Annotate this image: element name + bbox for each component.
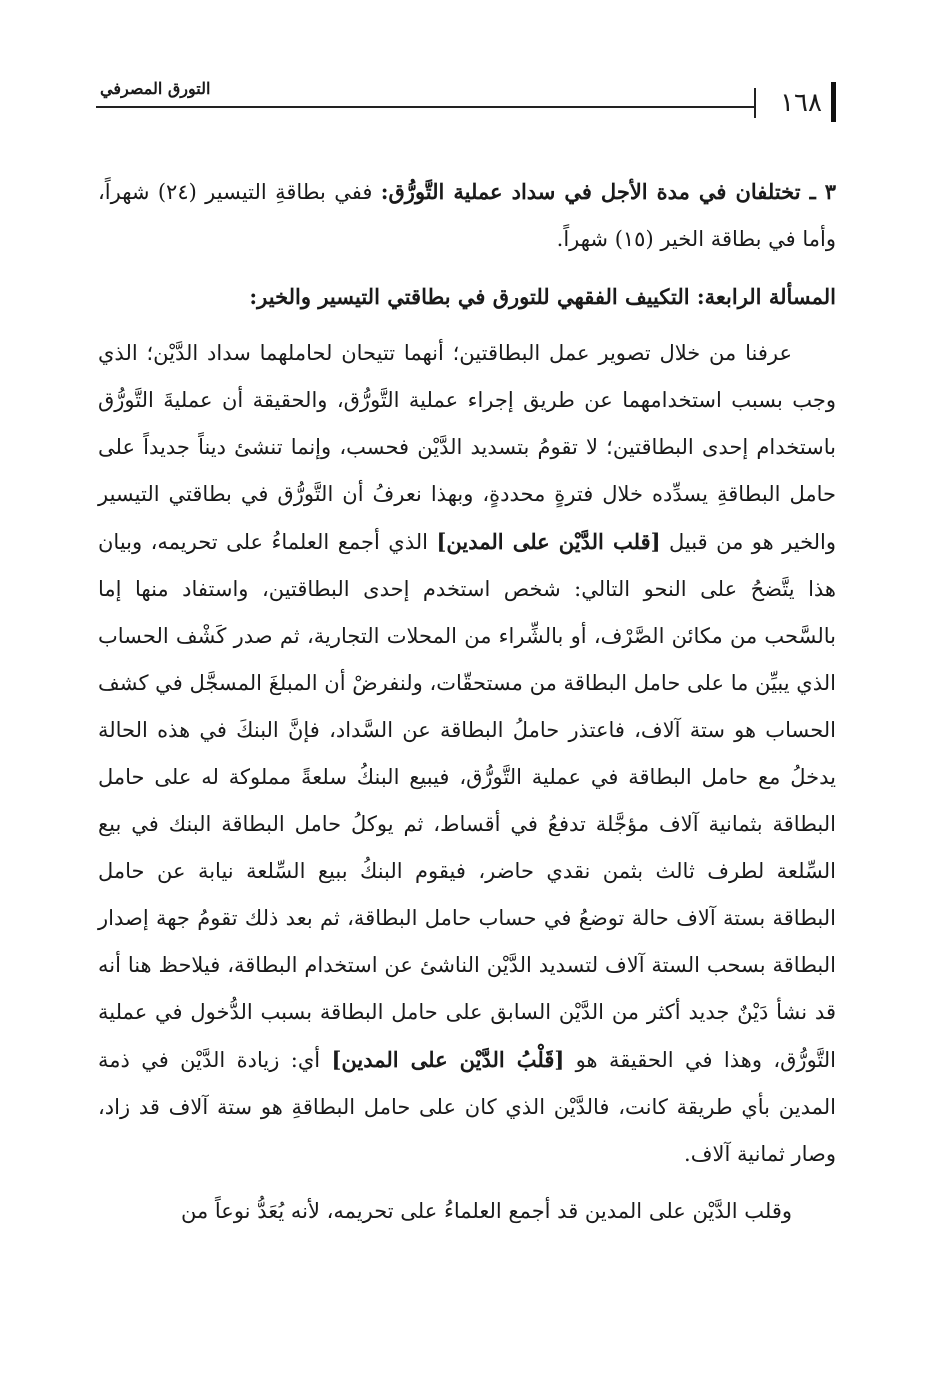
paragraph-1-part-3: أي: زيادة الدَّيْن في ذمة المدين بأي طريقة كانت، فالدَّيْن الذي كان على حامل البطاقةِ هو ستة آلاف قد زاد، وصار ثمانية آلاف. [98, 1048, 836, 1166]
paragraph-1 [98, 330, 836, 1178]
list-item-3 [98, 168, 836, 263]
term-qalb-al-dayn-2: [قَلْبُ الدَّيْن على المدين] [331, 1047, 565, 1072]
header-rule [96, 106, 754, 108]
header-vertical-bar [831, 82, 836, 122]
list-item-text: ففي بطاقةِ التيسير (٢٤) شهراً، وأما في بطاقة الخير (١٥) شهراً. [98, 180, 836, 251]
running-header [96, 78, 836, 124]
running-title: التورق المصرفي [100, 79, 211, 98]
paragraph-1-part-1: عرفنا من خلال تصوير عمل البطاقتين؛ أنهما تتيحان لحاملهما سداد الدَّيْن؛ الذي وجب بسبب استخدامهما عن طريق إجراء عملية التَّورُّق، والحقيقة أن عمليةَ التَّورُّق باستخدام إحدى البطاقتين؛ لا تقومُ بتسديد الدَّيْن فحسب، وإنما تنشئ ديناً جديداً على حامل البطاقةِ يسدِّده خلال فترةٍ محددةٍ، وبهذا نعرفُ أن التَّورُّق في بطاقتي التيسير والخير هو من قبيل [98, 341, 837, 554]
body-text [98, 168, 836, 1235]
paragraph-2: وقلب الدَّيْن على المدين قد أجمع العلماءُ على تحريمه، لأنه يُعَدُّ نوعاً من [180, 1199, 792, 1223]
list-item-lead: ٣ ـ تختلفان في مدة الأجل في سداد عملية التَّورُّق: [380, 179, 837, 204]
page-number: ١٦٨ [780, 88, 822, 118]
header-divider [754, 88, 756, 118]
term-qalb-al-dayn-1: [قلب الدَّيْن على المدين] [436, 529, 661, 554]
section-heading: المسألة الرابعة: التكييف الفقهي للتورق في بطاقتي التيسير والخير: [249, 284, 836, 309]
paragraph-1-part-2: الذي أجمع العلماءُ على تحريمه، وبيان هذا يتَّضحُ على النحو التالي: شخص استخدم إحدى البطاقتين، واستفاد منها إما بالسَّحب من مكائن الصَّرْف، أو بالشِّراء من المحلات التجارية، ثم صدر كَشْف الحساب الذي يبيِّن ما على حامل البطاقة من مستحقّات، ولنفرضْ أن المبلغَ المسجَّل في كشف الحساب هو ستة آلاف، فاعتذر حاملُ البطاقة عن السَّداد، فإنَّ البنكَ في هذه الحالة يدخلُ مع حامل البطاقة في عملية التَّورُّق، فيبيع البنكُ سلعةً مملوكة له على حامل البطاقة بثمانية آلاف مؤجَّلة تدفعُ في أقساط، ثم يوكلُ حامل البطاقة البنك في بيع السِّلعة لطرف ثالث بثمن نقدي حاضر، فيقوم البنكُ ببيع السِّلعة نيابة عن حامل البطاقة بستة آلاف حالة توضعُ في حساب حامل البطاقة، ثم بعد ذلك تقومُ جهة إصدار البطاقة بسحب الستة آلاف لتسديد الدَّيْن الناشئ عن استخدام البطاقة، فيلاحظ هنا أنه قد نشأ دَيْنٌ جديد أكثر من الدَّيْن السابق على حامل البطاقة بسبب الدُّخول في عملية التَّورُّق، وهذا في الحقيقة هو [98, 530, 836, 1072]
